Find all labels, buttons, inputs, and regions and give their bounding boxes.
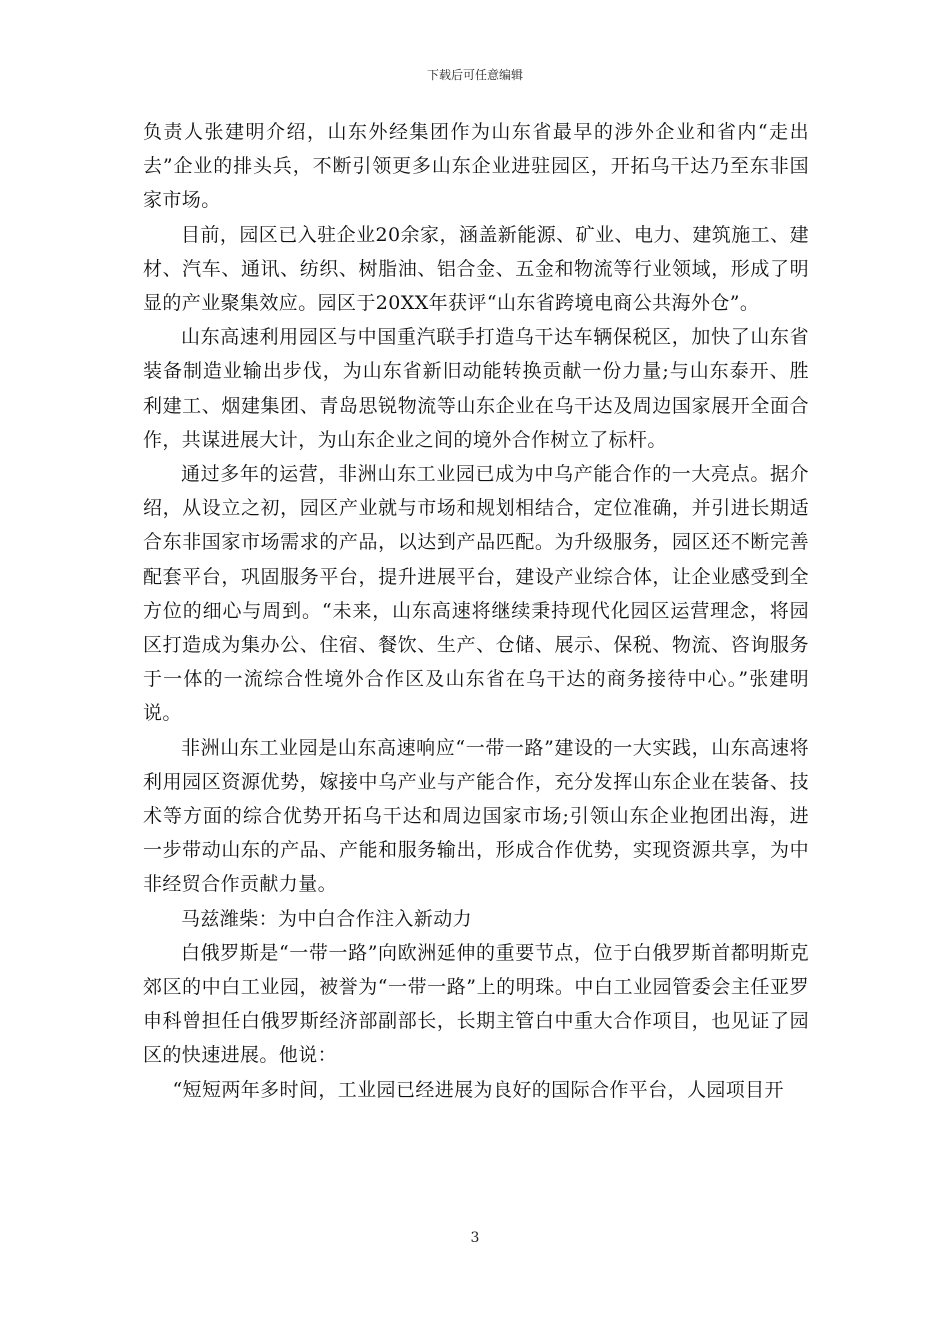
document-body xyxy=(143,115,809,1107)
paragraph: 山东高速利用园区与中国重汽联手打造乌干达车辆保税区，加快了山东省装备制造业输出步伐，为山东省新旧动能转换贡献一份力量;与山东泰开、胜利建工、烟建集团、青岛思锐物流等山东企业在乌干达及周边国家展开全面合作，共谋进展大计，为山东企业之间的境外合作树立了标杆。 xyxy=(143,326,809,451)
paragraph: 非洲山东工业园是山东高速响应“一带一路”建设的一大实践，山东高速将利用园区资源优势，嫁接中乌产业与产能合作，充分发挥山东企业在装备、技术等方面的综合优势开拓乌干达和周边国家市场;引领山东企业抱团出海，进一步带动山东的产品、产能和服务输出，形成合作优势，实现资源共享，为中非经贸合作贡献力量。 xyxy=(143,736,809,896)
paragraph: 通过多年的运营，非洲山东工业园已成为中乌产能合作的一大亮点。据介绍，从设立之初，园区产业就与市场和规划相结合，定位准确，并引进长期适合东非国家市场需求的产品，以达到产品匹配。为升级服务，园区还不断完善配套平台，巩固服务平台，提升进展平台，建设产业综合体，让企业感受到全方位的细心与周到。“未来，山东高速将继续秉持现代化园区运营理念，将园区打造成为集办公、住宿、餐饮、生产、仓储、展示、保税、物流、咨询服务于一体的一流综合性境外合作区及山东省在乌干达的商务接待中心。”张建明说。 xyxy=(143,463,809,725)
paragraph: 白俄罗斯是“一带一路”向欧洲延伸的重要节点，位于白俄罗斯首都明斯克郊区的中白工业园，被誉为“一带一路”上的明珠。中白工业园管委会主任亚罗申科曾担任白俄罗斯经济部副部长，长期主管白中重大合作项目，也见证了园区的快速进展。他说： xyxy=(143,941,809,1067)
page-number: 3 xyxy=(470,1230,480,1246)
paragraph: 目前，园区已入驻企业20余家，涵盖新能源、矿业、电力、建筑施工、建材、汽车、通讯、纺织、树脂油、铝合金、五金和物流等行业领域，形成了明显的产业聚集效应。园区于20XX年获评“山东省跨境电商公共海外仓”。 xyxy=(143,223,809,315)
paragraph: “短短两年多时间，工业园已经进展为良好的国际合作平台，人园项目开 xyxy=(172,1078,784,1101)
section-heading: 马兹潍柴：为中白合作注入新动力 xyxy=(181,907,473,930)
page-header: 下载后可任意编辑 xyxy=(426,68,523,82)
paragraph: 负责人张建明介绍，山东外经集团作为山东省最早的涉外企业和省内“走出去”企业的排头兵，不断引领更多山东企业进驻园区，开拓乌干达乃至东非国家市场。 xyxy=(143,121,809,212)
